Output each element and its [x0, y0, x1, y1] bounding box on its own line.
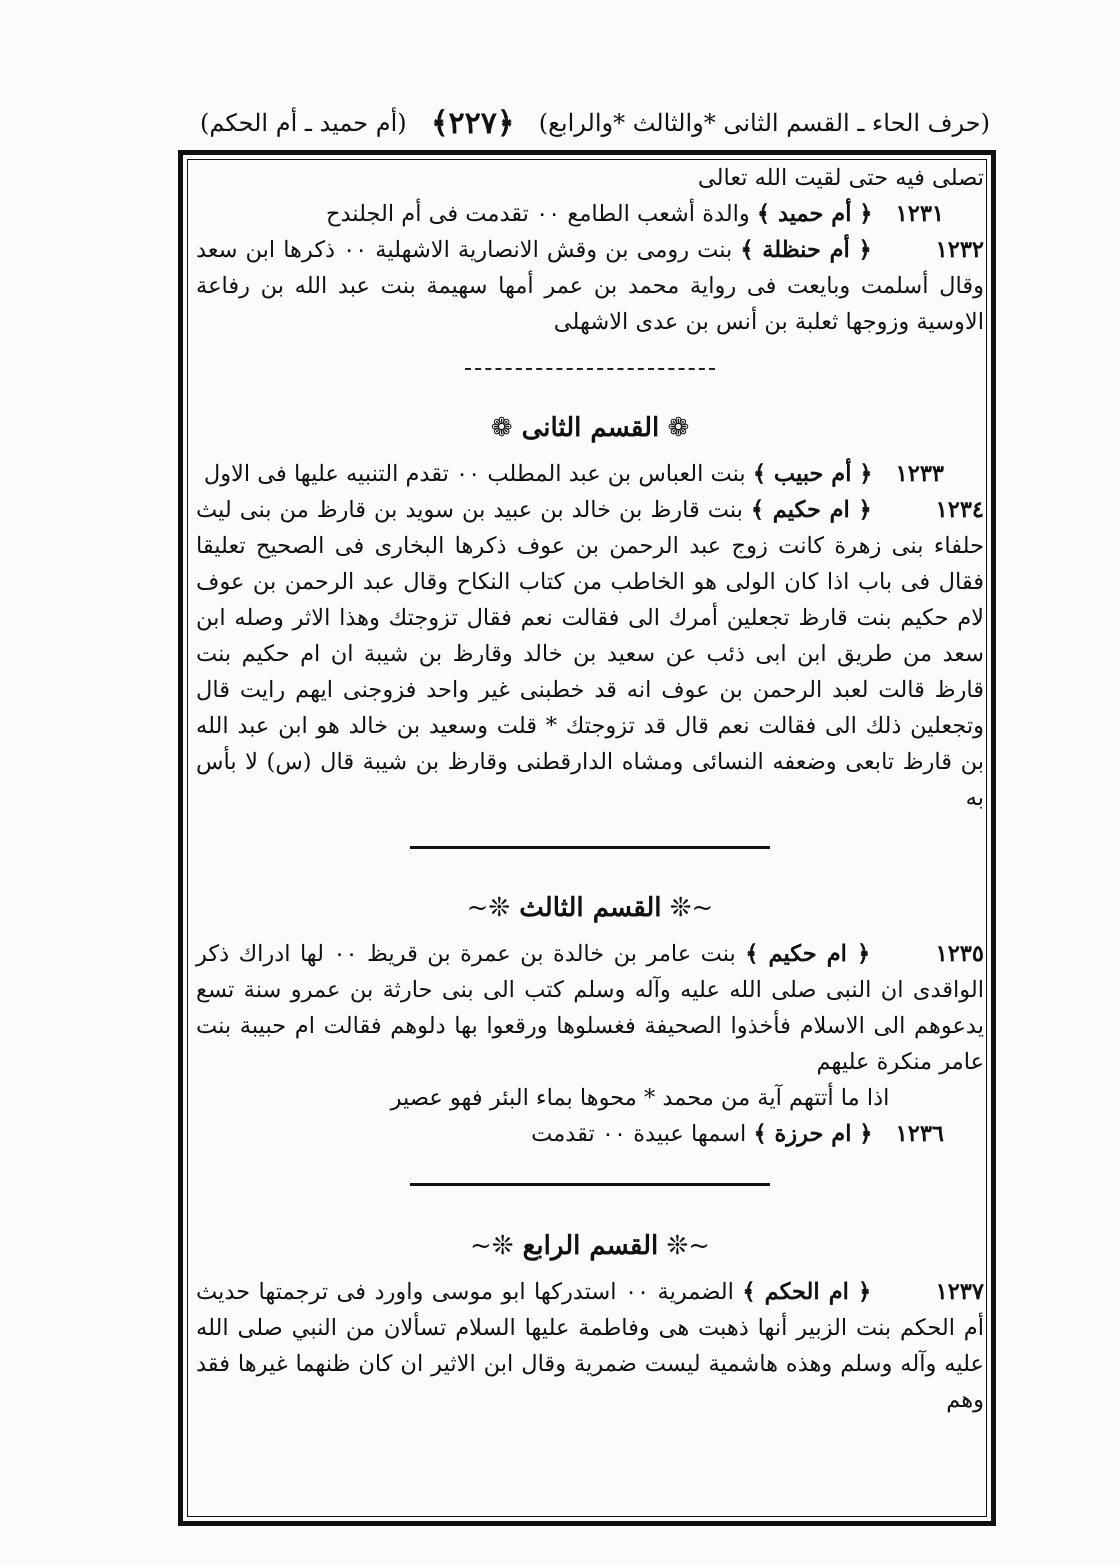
poetry-verse: اذا ما أتتهم آية من محمد * محوها بماء البئر فهو عصير [390, 1085, 890, 1111]
entry-indent [880, 1279, 920, 1305]
entry-1236 [196, 1116, 984, 1152]
page-header [200, 100, 990, 146]
entry-1237 [196, 1274, 984, 1418]
divider-line [410, 846, 770, 849]
section-heading-2 [196, 410, 984, 446]
entry-number: ١٢٣٢ [935, 237, 985, 263]
entry-1234 [196, 492, 984, 816]
entry-number: ١٢٣٣ [895, 461, 944, 487]
entry-indent [880, 941, 920, 967]
ornament-icon: ❁ [490, 413, 513, 443]
entry-name: ﴿ ام حرزة ﴾ [753, 1121, 873, 1147]
entry-number: ١٢٣٧ [935, 1279, 984, 1305]
entry-name: ﴿ أم حميد ﴾ [756, 201, 873, 227]
entry-name: ﴿ ام حكيم ﴾ [745, 941, 871, 967]
section-heading-4 [196, 1228, 984, 1264]
entry-name: ﴿ أم حبيب ﴾ [752, 461, 873, 487]
entry-name: ﴿ ام الحكم ﴾ [742, 1279, 872, 1305]
ornament-icon: ❊~ [469, 1231, 514, 1261]
entry-indent [880, 237, 920, 263]
entry-number: ١٢٣٦ [895, 1121, 944, 1147]
header-chapter: (حرف الحاء ـ القسم الثانى *والثالث *والرابع) [538, 109, 990, 137]
entry-text: بنت عامر بن خالدة بن عمرة بن قريظ ٠٠ لها ادراك ذكر الواقدى ان النبى صلى الله عليه وآله وسلم كتب الى بنى حارثة بن عمرو سنة تسع يدعوهم الى الاسلام فأخذوا الصحيفة فغسلوها ورقعوا بها دلوهم فقالت ام حبيبة بنت عامر منكرة عليهم [196, 941, 984, 1075]
entry-1232 [196, 232, 984, 340]
entry-number: ١٢٣٥ [935, 941, 984, 967]
divider-line [410, 1183, 770, 1186]
page-number: ﴿٢٢٧﴾ [430, 105, 515, 141]
ornament-icon: ❊~ [466, 893, 511, 923]
entry-text: والدة أشعب الطامع ٠٠ تقدمت فى أم الجلندح [325, 201, 750, 227]
entry-name: ﴿ أم حنظلة ﴾ [740, 237, 872, 263]
entry-text: بنت العباس بن عبد المطلب ٠٠ تقدم التنبيه عليها فى الاول [203, 461, 746, 487]
section-divider [196, 340, 984, 398]
section-title: القسم الثالث [519, 893, 662, 923]
section-divider [196, 1152, 984, 1216]
section-divider [196, 816, 984, 878]
section-heading-3 [196, 890, 984, 926]
entry-number: ١٢٣٤ [935, 497, 984, 523]
ornament-icon: ~❊ [661, 893, 714, 923]
entry-text: اسمها عبيدة ٠٠ تقدمت [531, 1121, 747, 1147]
section-title: القسم الثانى [521, 413, 660, 443]
entry-text: الضمرية ٠٠ استدركها ابو موسى واورد فى ترجمتها حديث أم الحكم بنت الزبير أنها ذهبت هى وفاطمة عليها السلام تسألان من النبي صلى الله عليه وآله وسلم وهذه هاشمية ليست ضمرية وقال ابن الاثير ان كان ظنهما غيرها فقد وهم [196, 1279, 984, 1413]
page-content [196, 160, 984, 1418]
entry-1231 [196, 196, 984, 232]
entry-name: ﴿ ام حكيم ﴾ [750, 497, 872, 523]
ornament-icon: ~❊ [658, 1231, 711, 1261]
continued-text: تصلى فيه حتى لقيت الله تعالى [697, 165, 984, 191]
header-entries: (أم حميد ـ أم الحكم) [200, 109, 407, 137]
entry-text: بنت قارظ بن خالد بن عبيد بن سويد بن قارظ من بنى ليث حلفاء بنى زهرة كانت زوج عبد الرحمن بن عوف ذكرها البخارى فى الصحيح تعليقا فقال فى باب اذا كان الولى هو الخاطب من كتاب النكاح وقال عبد الرحمن بن عوف لام حكيم بنت قارظ تجعلين أمرك الى فقالت نعم فقال تزوجتك وهذا الاثر وصله ابن سعد من طريق ابن ابى ذئب عن سعيد بن خالد وقارظ بن شيبة ان ام حكيم بنت قارظ قالت لعبد الرحمن بن عوف انه قد خطبنى غير واحد فزوجنى ايهم رايت قال وتجعلين ذلك الى فقالت نعم قال قد تزوجتك * قلت وسعيد بن خالد هو ابن عبد الله بن قارظ تابعى وضعفه النسائى ومشاه الدارقطنى وقارظ بن شيبة قال (س) لا بأس به [196, 497, 984, 811]
entry-1233 [196, 456, 984, 492]
entry-1235 [196, 936, 984, 1080]
entry-text: بنت رومى بن وقش الانصارية الاشهلية ٠٠ ذكرها ابن سعد وقال أسلمت وبايعت فى رواية محمد بن عمر أمها سهيمة بنت عبد الله بن رفاعة الاوسية وزوجها ثعلبة بن أنس بن عدى الاشهلى [196, 237, 984, 335]
entry-indent [880, 497, 920, 523]
divider-line [465, 368, 715, 370]
entry-number: ١٢٣١ [895, 201, 944, 227]
ornament-icon: ❁ [659, 413, 690, 443]
section-title: القسم الرابع [522, 1231, 659, 1261]
